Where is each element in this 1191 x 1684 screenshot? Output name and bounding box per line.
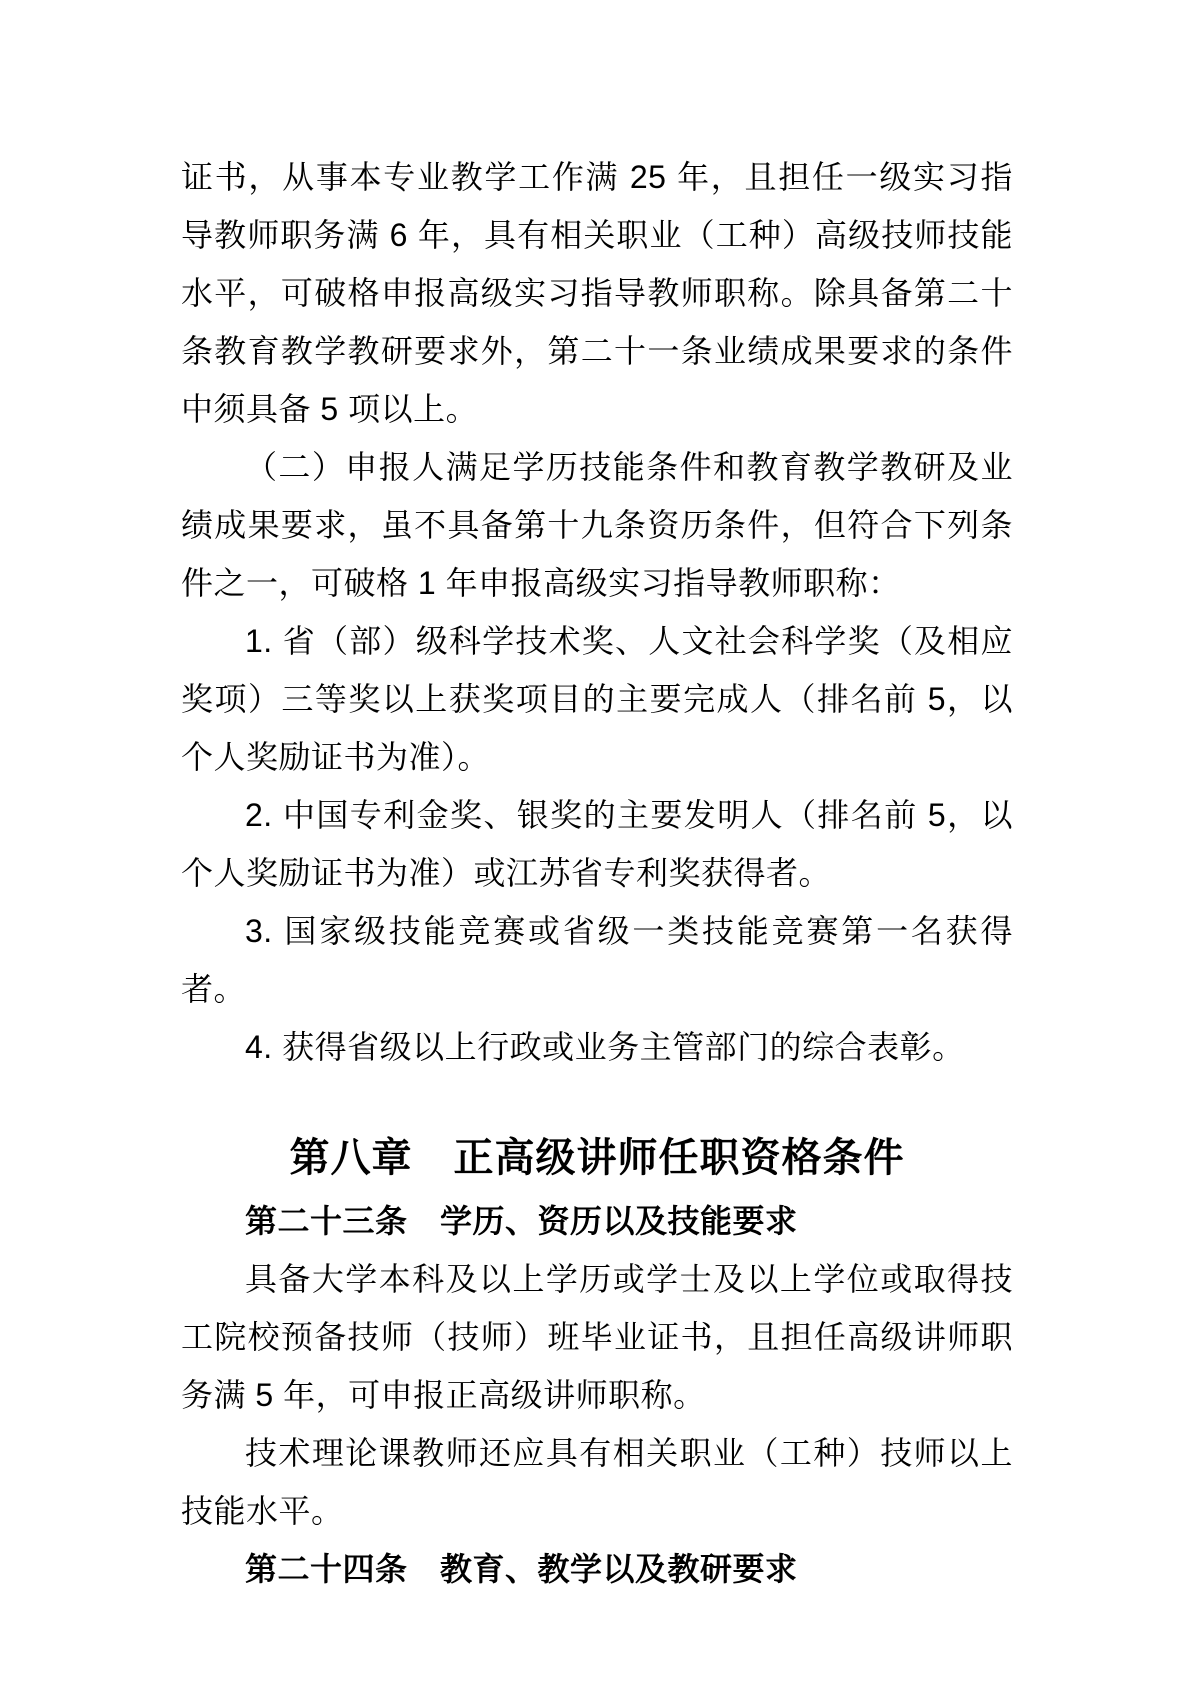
section-heading-article-24: 第二十四条 教育、教学以及教研要求 (245, 1551, 798, 1587)
list-item-4: 4. 获得省级以上行政或业务主管部门的综合表彰。 (245, 1029, 965, 1065)
list-item-2: 2. 中国专利金奖、银奖的主要发明人（排名前 5，以个人奖励证书为准）或江苏省专利奖获得者。 (181, 797, 1013, 891)
paragraph-article-23-body-1: 具备大学本科及以上学历或学士及以上学位或取得技工院校预备技师（技师）班毕业证书，且担任高级讲师职务满 5 年，可申报正高级讲师职称。 (181, 1261, 1013, 1413)
list-item-1: 1. 省（部）级科学技术奖、人文社会科学奖（及相应奖项）三等奖以上获奖项目的主要完成人（排名前 5，以个人奖励证书为准）。 (181, 623, 1013, 775)
section-heading-article-23: 第二十三条 学历、资历以及技能要求 (245, 1203, 798, 1239)
chapter-heading: 第八章 正高级讲师任职资格条件 (289, 1136, 905, 1180)
list-item-3: 3. 国家级技能竞赛或省级一类技能竞赛第一名获得者。 (181, 913, 1013, 1007)
paragraph-condition-2: （二）申报人满足学历技能条件和教育教学教研及业绩成果要求，虽不具备第十九条资历条件，但符合下列条件之一，可破格 1 年申报高级实习指导教师职称： (181, 449, 1013, 601)
paragraph-article-23-body-2: 技术理论课教师还应具有相关职业（工种）技师以上技能水平。 (181, 1435, 1013, 1529)
paragraph-carryover: 证书，从事本专业教学工作满 25 年，且担任一级实习指导教师职务满 6 年，具有相关职业（工种）高级技师技能水平，可破格申报高级实习指导教师职称。除具备第二十条教育教学教研要求外，第二十一条业绩成果要求的条件中须具备 5 项以上。 (181, 159, 1013, 427)
